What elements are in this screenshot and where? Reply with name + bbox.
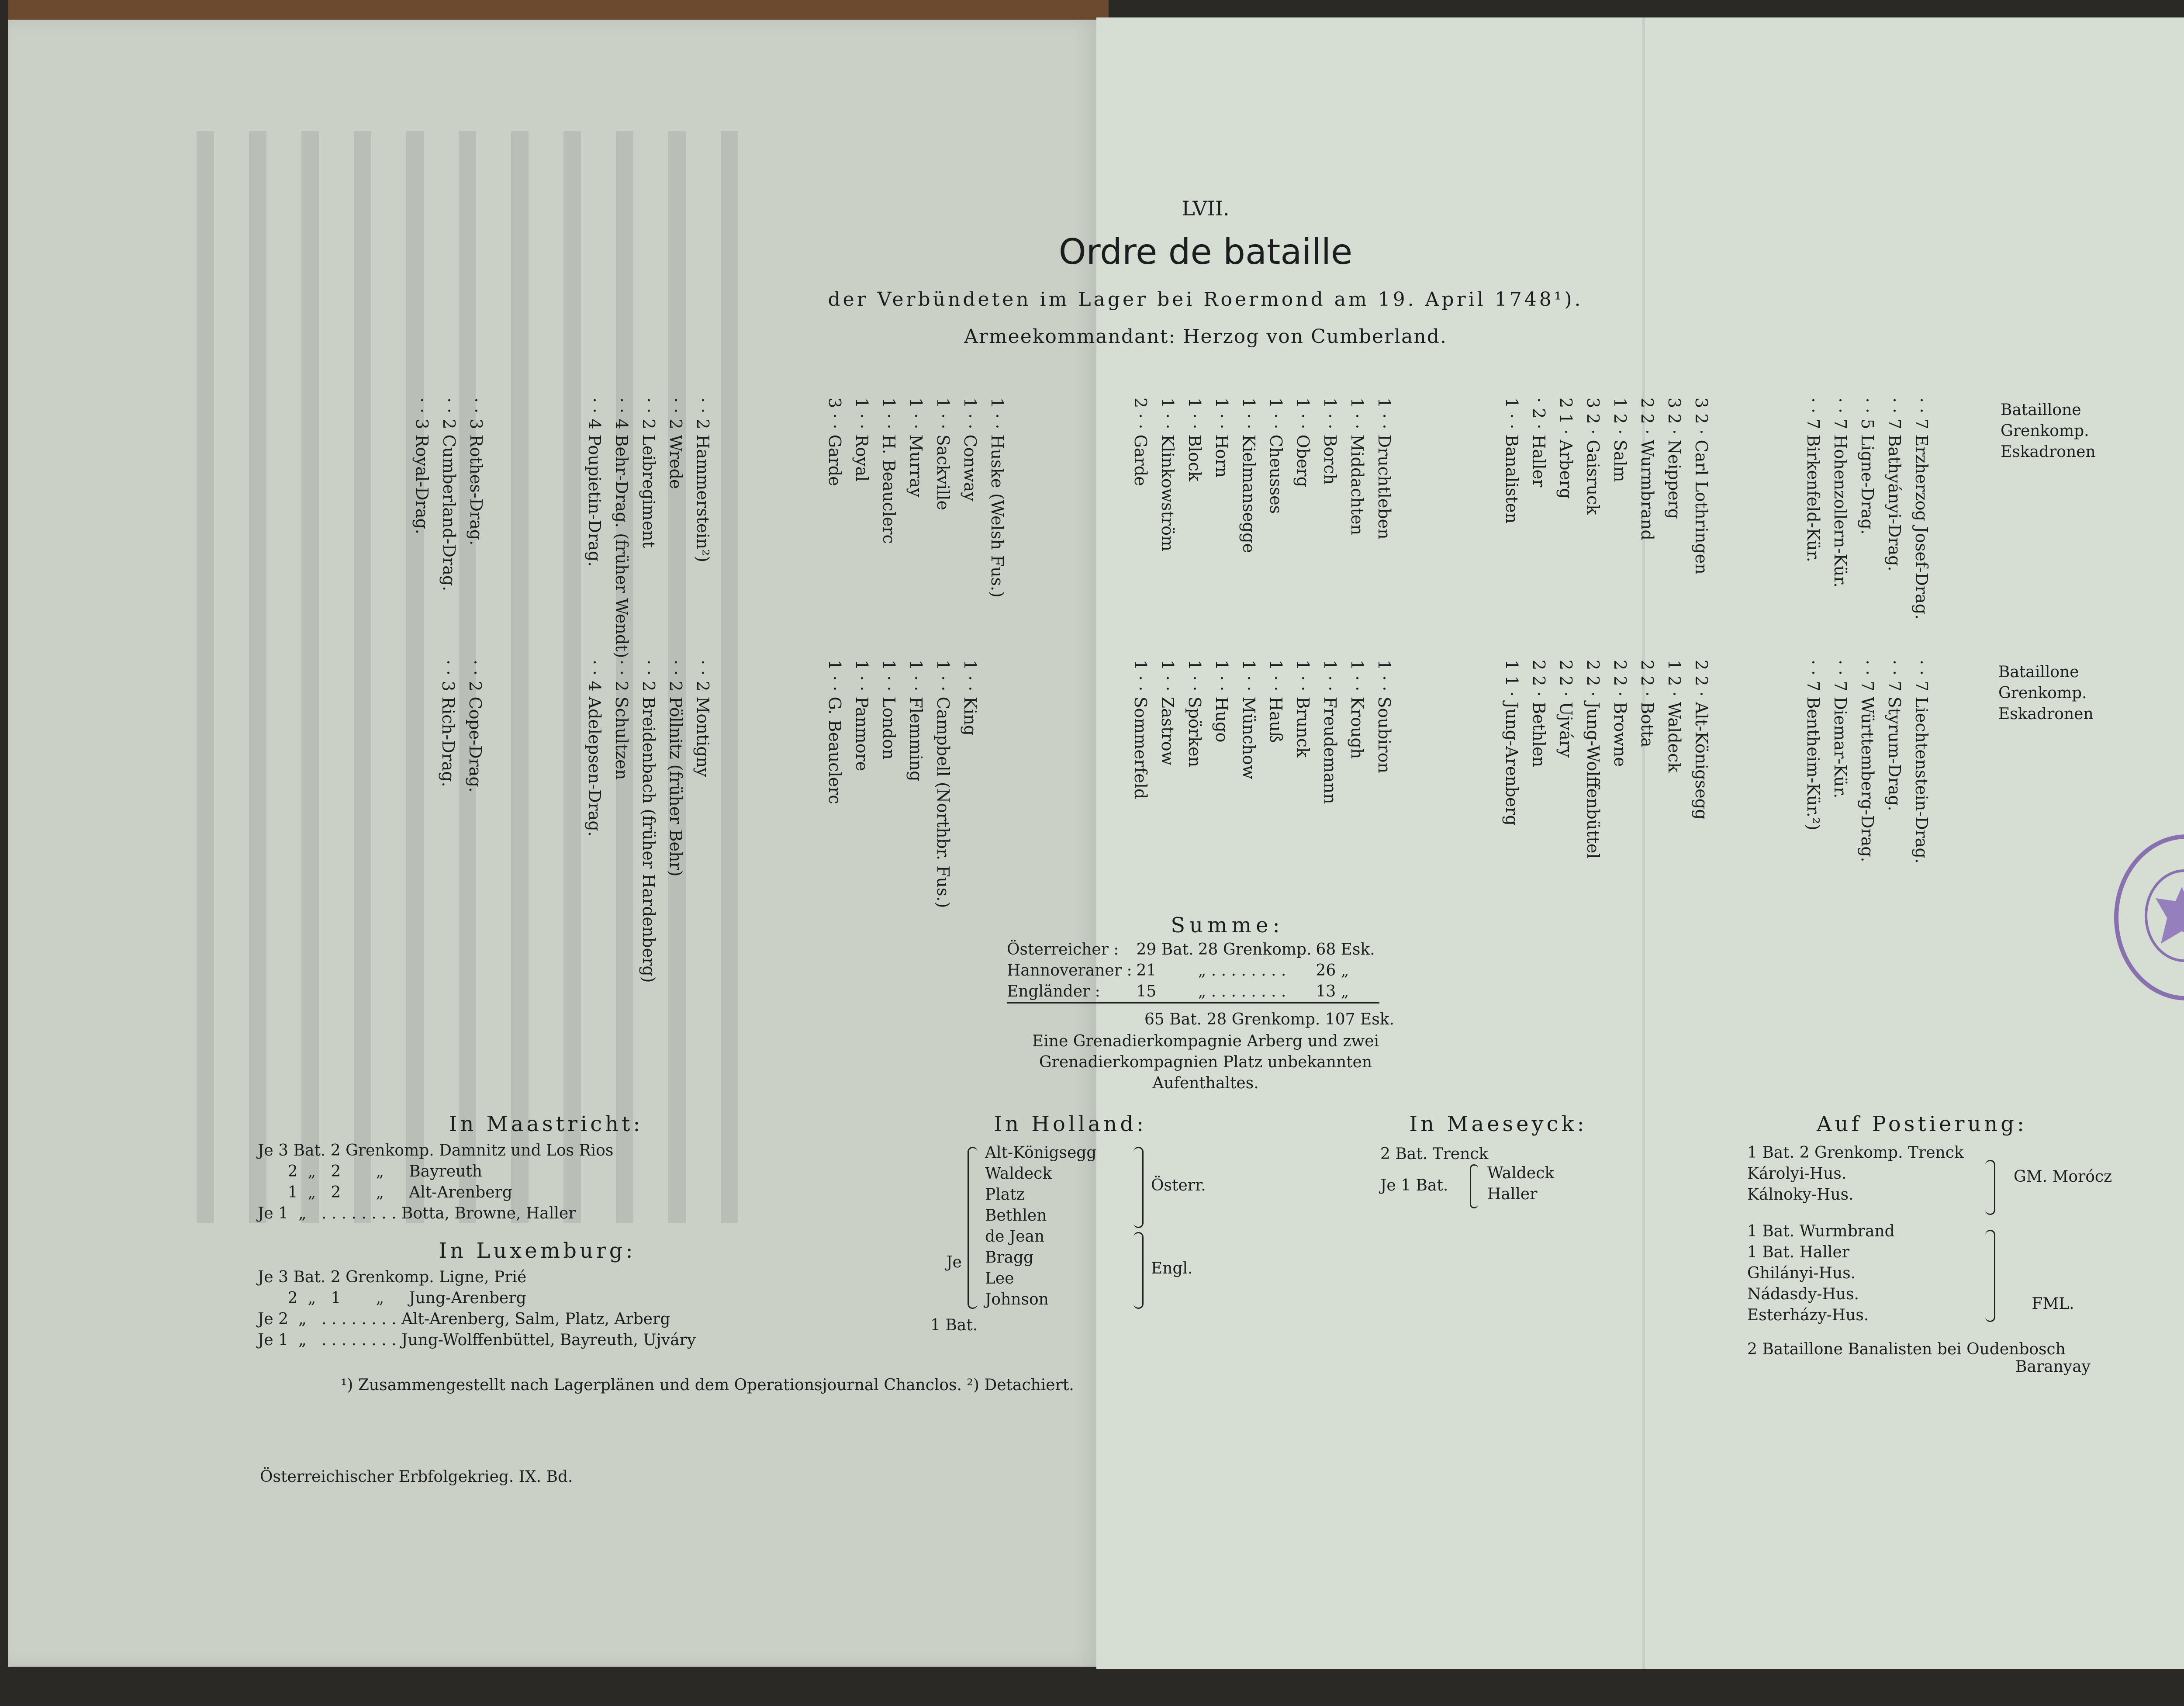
unit-entry: 1 · · Huske (Welsh Fus.) xyxy=(988,398,1007,598)
postierung-commander-1: GM. Morócz xyxy=(2014,1168,2112,1186)
section-line: Je 3 Bat. 2 Grenkomp. Damnitz und Los Rios xyxy=(258,1142,614,1159)
section-title-luxemburg: In Luxemburg: xyxy=(439,1239,636,1263)
summe-total: 65 Bat. 28 Grenkomp. 107 Esk. xyxy=(1144,1010,1394,1028)
unit-entry: 1 · · G. Beauclerc xyxy=(825,660,844,804)
section-maastricht xyxy=(258,1140,613,1224)
section-title-postierung: Auf Postierung: xyxy=(1816,1112,2028,1136)
unit-entry: 2 2 · Wurmbrand xyxy=(1638,398,1657,540)
unit-entry: 2 2 · Jung-Wolffenbüttel xyxy=(1583,660,1603,859)
summe-row xyxy=(1007,981,1379,1003)
holland-english-brace xyxy=(1133,1232,1144,1309)
lower-column-hanoverian-cavalry xyxy=(581,660,716,983)
unit-entry: · · 4 Poupietin-Drag. xyxy=(585,398,604,567)
unit-entry: · · 2 Cope-Drag. xyxy=(466,660,485,792)
postierung-commander-line: FML. xyxy=(2032,1295,2074,1313)
postierung-unit: Kálnoky-Hus. xyxy=(1747,1186,1854,1204)
legend-bottom xyxy=(1998,662,2094,725)
book-binding xyxy=(8,0,1109,20)
maeseyck-brace xyxy=(1470,1164,1478,1208)
unit-entry: 1 · · Druchtleben xyxy=(1375,398,1394,540)
lower-column-english-cavalry xyxy=(435,660,489,843)
postierung-unit: Nádasdy-Hus. xyxy=(1747,1285,1859,1303)
unit-entry: 1 · · Conway xyxy=(961,398,980,502)
summe-battalions: 29 Bat. xyxy=(1136,941,1194,959)
postierung-unit: Ghilányi-Hus. xyxy=(1747,1264,1856,1282)
postierung-group-1 xyxy=(1747,1142,1964,1205)
holland-unit: de Jean xyxy=(985,1228,1045,1246)
unit-entry: · · 4 Adelepsen-Drag. xyxy=(585,660,604,837)
summe-note xyxy=(987,1031,1424,1094)
unit-entry: 1 · · Krough xyxy=(1348,660,1367,759)
unit-entry: 1 · · Kielmansegge xyxy=(1239,398,1258,554)
section-line: Je 1 „ . . . . . . . . Botta, Browne, Haller xyxy=(258,1204,576,1222)
holland-left-brace xyxy=(968,1147,978,1309)
unit-entry: 1 · · H. Beauclerc xyxy=(879,398,898,544)
unit-entry: 1 2 · Salm xyxy=(1610,398,1630,482)
unit-entry: 1 · · London xyxy=(879,660,898,760)
section-line: 2 „ 2 „ Bayreuth xyxy=(258,1163,482,1180)
unit-entry: 1 · · Campbell (Northbr. Fus.) xyxy=(933,660,953,908)
holland-unit: Bethlen xyxy=(985,1207,1047,1225)
legend-squadrons: Eskadronen xyxy=(2001,443,2096,461)
section-title-holland: In Holland: xyxy=(993,1112,1147,1136)
army-commander: Armeekommandant: Herzog von Cumberland. xyxy=(964,325,1447,348)
unit-entry: · · 2 Montigny xyxy=(693,660,712,777)
unit-entry: · · 2 Hammerstein²) xyxy=(693,398,712,563)
lower-column-austrian-infantry xyxy=(1498,660,1715,922)
unit-entry: 1 · · Sackville xyxy=(933,398,953,510)
summe-note-line: Eine Grenadierkompagnie Arberg und zwei xyxy=(1032,1032,1379,1050)
holland-prefix-line: Je xyxy=(946,1253,962,1271)
unit-entry: 1 · · Sommerfeld xyxy=(1131,660,1150,799)
lower-column-austrian-cavalry xyxy=(1800,660,1935,931)
upper-column-austrian-infantry xyxy=(1498,398,1715,660)
unit-entry: 1 · · Münchow xyxy=(1239,660,1258,779)
volume-title: Österreichischer Erbfolgekrieg. IX. Bd. xyxy=(260,1468,573,1486)
summe-grenadiers: 28 Grenkomp. xyxy=(1198,941,1312,959)
unit-entry: · · 5 Ligne-Drag. xyxy=(1858,398,1877,535)
postierung-commander-line: Baranyay xyxy=(2015,1358,2091,1376)
postierung-unit: Károlyi-Hus. xyxy=(1747,1165,1847,1183)
legend-battalions: Bataillone xyxy=(2001,401,2081,419)
page-subtitle: der Verbündeten im Lager bei Roermond am 19. April 1748¹). xyxy=(828,288,1583,311)
unit-entry: · · 7 Württemberg-Drag. xyxy=(1858,660,1877,862)
upper-column-hanoverian-infantry xyxy=(1127,398,1398,660)
unit-entry: · · 7 Styrum-Drag. xyxy=(1885,660,1904,811)
holland-unit: Bragg xyxy=(985,1249,1034,1267)
upper-column-hanoverian-cavalry xyxy=(581,398,716,660)
maeseyck-unit: Haller xyxy=(1487,1185,1538,1203)
unit-entry: · · 3 Rich-Drag. xyxy=(439,660,458,787)
section-line: Je 3 Bat. 2 Grenkomp. Ligne, Prié xyxy=(258,1268,527,1286)
unit-entry: 1 2 · Waldeck xyxy=(1665,660,1684,773)
postierung-group-2 xyxy=(1747,1221,1895,1326)
holland-unit: Alt-Königsegg xyxy=(985,1144,1097,1162)
summe-label: Österreicher : xyxy=(1007,941,1119,959)
postierung-brace-2 xyxy=(1985,1230,1995,1322)
unit-entry: 1 · · Cheusses xyxy=(1266,398,1286,514)
holland-group-austrian: Österr. xyxy=(1151,1177,1206,1194)
summe-grenadiers: „ . . . . . . . . xyxy=(1198,962,1286,979)
postierung-unit: 1 Bat. Wurmbrand xyxy=(1747,1222,1895,1240)
unit-entry: · · 7 Bentheim-Kür.²) xyxy=(1804,660,1823,831)
unit-entry: · · 2 Schultzen xyxy=(612,660,631,780)
unit-entry: 2 2 · Browne xyxy=(1610,660,1630,767)
upper-column-english-infantry xyxy=(821,398,1011,660)
plate-number: LVII. xyxy=(1182,197,1230,220)
unit-entry: · · 2 Breidenbach (früher Hardenberg) xyxy=(639,660,658,983)
summe-table xyxy=(1007,939,1379,1004)
unit-entry: 1 · · Murray xyxy=(906,398,926,498)
unit-entry: 1 · · Borch xyxy=(1320,398,1340,485)
postierung-brace-1 xyxy=(1985,1160,1995,1215)
legend-grenadier-companies: Grenkomp. xyxy=(1998,684,2087,702)
unit-entry: 2 2 · Bethlen xyxy=(1529,660,1548,767)
unit-entry: 1 · · Freudemann xyxy=(1320,660,1340,804)
maeseyck-list xyxy=(1487,1163,1554,1205)
unit-entry: 3 2 · Gaisruck xyxy=(1583,398,1603,515)
summe-note-line: Grenadierkompagnien Platz unbekannten xyxy=(1039,1053,1372,1071)
summe-label: Hannoveraner : xyxy=(1007,962,1132,979)
summe-battalions: 15 xyxy=(1136,983,1157,1000)
section-title-maeseyck: In Maeseyck: xyxy=(1409,1112,1587,1136)
unit-entry: 1 1 · Jung-Arenberg xyxy=(1502,660,1521,826)
unit-entry: · · 3 Royal-Drag. xyxy=(412,398,432,534)
summe-row xyxy=(1007,960,1379,981)
unit-entry: · · 2 Cumberland-Drag. xyxy=(439,398,459,592)
holland-unit: Waldeck xyxy=(985,1165,1052,1183)
unit-entry: 1 · · Hugo xyxy=(1212,660,1231,743)
unit-entry: · · 4 Behr-Drag. (früher Wendt) xyxy=(612,398,631,658)
postierung-unit: 1 Bat. 2 Grenkomp. Trenck xyxy=(1747,1144,1964,1162)
unit-entry: · · 7 Erzherzog Josef-Drag. xyxy=(1912,398,1931,620)
summe-grenadiers: „ . . . . . . . . xyxy=(1198,983,1286,1000)
maeseyck-unit: Waldeck xyxy=(1487,1164,1555,1182)
unit-entry: · · 2 Pöllnitz (früher Behr) xyxy=(666,660,685,877)
unit-entry: 1 · · Oberg xyxy=(1293,398,1313,488)
unit-entry: 1 · · Spörken xyxy=(1185,660,1204,767)
unit-entry: 3 · · Garde xyxy=(825,398,844,486)
holland-group-english: Engl. xyxy=(1151,1260,1193,1277)
maeseyck-prefix: Je 1 Bat. xyxy=(1380,1177,1448,1194)
legend-top xyxy=(2001,400,2096,463)
postierung-unit: Esterházy-Hus. xyxy=(1747,1306,1869,1324)
section-title-maastricht: In Maastricht: xyxy=(449,1112,643,1136)
unit-entry: 1 · · Horn xyxy=(1212,398,1231,478)
postierung-unit: 1 Bat. Haller xyxy=(1747,1243,1850,1261)
unit-entry: · · 7 Birkenfeld-Kür. xyxy=(1804,398,1823,562)
holland-unit: Johnson xyxy=(985,1291,1049,1308)
unit-entry: 1 · · Middachten xyxy=(1348,398,1367,535)
holland-unit: Platz xyxy=(985,1186,1025,1204)
postierung-note: 2 Bataillone Banalisten bei Oudenbosch xyxy=(1747,1340,2066,1358)
unit-entry: 2 2 · Ujváry xyxy=(1556,660,1576,758)
holland-list xyxy=(985,1142,1096,1310)
unit-entry: 1 · · Flemming xyxy=(906,660,926,782)
maeseyck-line: 2 Bat. Trenck xyxy=(1380,1145,1489,1163)
unit-entry: · · 2 Leibregiment xyxy=(639,398,658,548)
unit-entry: 1 · · Block xyxy=(1185,398,1204,481)
unit-entry: · · 7 Liechtenstein-Drag. xyxy=(1912,660,1931,864)
unit-entry: 1 · · Brunck xyxy=(1293,660,1313,758)
summe-squadrons: 68 Esk. xyxy=(1316,941,1375,959)
legend-squadrons: Eskadronen xyxy=(1998,705,2094,723)
holland-unit: Lee xyxy=(985,1270,1014,1287)
page-title: Ordre de bataille xyxy=(1058,232,1353,272)
section-line: Je 2 „ . . . . . . . . Alt-Arenberg, Salm, Platz, Arberg xyxy=(258,1310,670,1328)
section-line: 1 „ 2 „ Alt-Arenberg xyxy=(258,1183,512,1201)
unit-entry: 1 · · Banalisten xyxy=(1502,398,1521,524)
legend-battalions: Bataillone xyxy=(1998,663,2079,681)
footnote: ¹) Zusammengestellt nach Lagerplänen und dem Operationsjournal Chanclos. ²) Detachiert. xyxy=(341,1376,1074,1394)
postierung-commander-2 xyxy=(2009,1252,2097,1398)
lower-column-english-infantry xyxy=(821,660,984,931)
unit-entry: · · 7 Diemar-Kür. xyxy=(1831,660,1850,799)
unit-entry: 2 1 · Arberg xyxy=(1556,398,1576,499)
upper-column-english-cavalry xyxy=(408,398,490,660)
section-line: Je 1 „ . . . . . . . . Jung-Wolffenbüttel, Bayreuth, Ujváry xyxy=(258,1331,696,1349)
summe-note-line: Aufenthaltes. xyxy=(1152,1074,1259,1092)
unit-entry: 2 2 · Alt-Königsegg xyxy=(1692,660,1711,820)
unit-entry: 3 2 · Carl Lothringen xyxy=(1692,398,1711,574)
unit-entry: 3 2 · Neipperg xyxy=(1665,398,1684,519)
summe-battalions: 21 xyxy=(1136,962,1157,979)
unit-entry: 1 · · Klinkowström xyxy=(1158,398,1177,552)
section-line: 2 „ 1 „ Jung-Arenberg xyxy=(258,1289,526,1307)
summe-squadrons: 13 „ xyxy=(1316,983,1349,1000)
unit-entry: 1 · · Royal xyxy=(852,398,871,482)
unit-entry: · · 3 Rothes-Drag. xyxy=(467,398,486,546)
unit-entry: · · 2 Wrede xyxy=(666,398,685,489)
unit-entry: 1 · · Soubiron xyxy=(1375,660,1394,773)
unit-entry: 1 · · Zastrow xyxy=(1158,660,1177,765)
unit-entry: 2 · · Garde xyxy=(1131,398,1150,486)
holland-prefix-line: 1 Bat. xyxy=(930,1316,978,1334)
legend-grenadier-companies: Grenkomp. xyxy=(2001,422,2089,440)
unit-entry: · · 7 Bathyányi-Drag. xyxy=(1885,398,1904,571)
unit-entry: 1 · · Hauß xyxy=(1266,660,1286,743)
holland-austrian-brace xyxy=(1133,1147,1144,1228)
unit-entry: · 2 · Haller xyxy=(1529,398,1548,488)
section-luxemburg xyxy=(258,1267,696,1351)
summe-title: Summe: xyxy=(1171,913,1284,938)
summe-squadrons: 26 „ xyxy=(1316,962,1349,979)
unit-entry: 2 2 · Botta xyxy=(1638,660,1657,747)
lower-column-hanoverian-infantry xyxy=(1127,660,1398,843)
summe-row xyxy=(1007,939,1379,960)
unit-entry: · · 7 Hohenzollern-Kür. xyxy=(1831,398,1850,588)
unit-entry: 1 · · Panmore xyxy=(852,660,871,772)
unit-entry: 1 · · King xyxy=(961,660,980,736)
summe-label: Engländer : xyxy=(1007,983,1100,1000)
